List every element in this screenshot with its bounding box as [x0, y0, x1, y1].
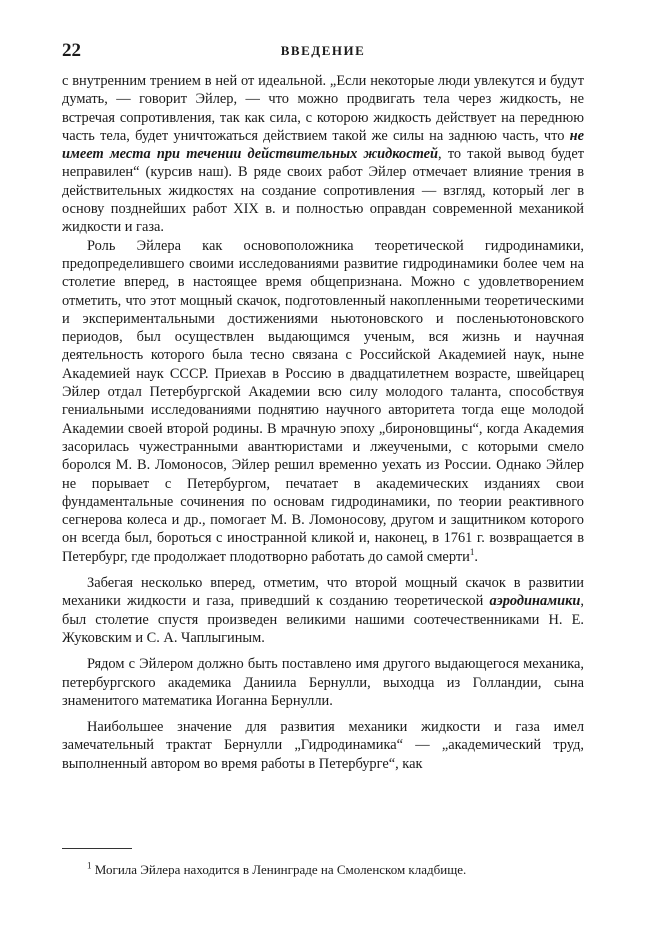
body-text: [62, 72, 584, 773]
paragraph-second-leap: Забегая несколько вперед, отметим, что второй мощный скачок в развитии механики жидкости и газа, приведший к созданию теоретической аэродинамики, был столетие спустя произведен великими нашими соотечественниками Н. Е. Жуковским и С. А. Чаплыгиным.: [62, 575, 584, 646]
footnote-rule: [62, 848, 132, 849]
footnote-text: Могила Эйлера находится в Ленинграде на Смоленском кладбище.: [94, 862, 467, 877]
paragraph-bernoulli: Рядом с Эйлером должно быть поставлено имя другого выдающегося механика, петербургского академика Даниила Бернулли, выходца из Голландии, сына знаменитого математика Иоганна Бернулли.: [62, 656, 584, 709]
paragraph-euler-role: Роль Эйлера как основоположника теоретической гидродинамики, предопределившего своими исследованиями развитие гидродинамики более чем на столетие вперед, в настоящее время общепризнана. Можно с удовлетворением отметить, что этот мощный скачок, подготовленный накопленными теоретическими и экспериментальными достижениями ньютоновского и посленьютоновского периодов, был осуществлен выдающимся ученым, вся жизнь и научная деятельность которого была тесно связана с Российской Академией наук, ныне Академией наук СССР. Приехав в Россию в двадцатилетнем возрасте, швейцарец Эйлер отдал Петербургской Академии всю силу молодого таланта, способствуя гениальными исследованиями поднятию научного авторитета тогда еще молодой Академии своей второй родины. В мрачную эпоху „бироновщины“, когда Академия засорилась чужестранными авантюристами и лжеучеными, с которыми смело боролся М. В. Ломоносов, Эйлер решил временно уехать из России. Однако Эйлер не порывает с Петербургом, печатает в академических изданиях свои фундаментальные сочинения по основам гидродинамики, по теории реактивного сегнерова колеса и др., помогает М. В. Ломоносову, другом и защитником которого он всегда был, бороться с иностранной кликой и, наконец, в 1761 г. возвращается в Петербург, где продолжает плодотворно работать до самой смерти$^1$.: [62, 237, 584, 565]
emphasized-text: аэродинамики: [489, 593, 581, 610]
page-header: [62, 40, 584, 64]
emphasized-text: не имеет места при течении действительных жидкостей: [62, 127, 584, 163]
paragraph-hydrodynamica: Наибольшее значение для развития механики жидкости и газа имел замечательный трактат Бернулли „Гидродинамика“ — „академический труд, выполненный автором во время работы в Петербурге“, как: [62, 719, 584, 772]
paragraph-continuation: с внутренним трением в ней от идеальной. „Если некоторые люди увлекутся и будут думать, — говорит Эйлер, — что можно продвигать тела через жидкость, не встречая сопротивления, так как сила, с которою жидкость действует на переднюю часть тела, будет уничтожаться действием такой же силы на заднюю часть, что не имеет места при течении действительных жидкостей, то такой вывод будет неправилен“ (курсив наш). В ряде своих работ Эйлер отмечает влияние трения в действительных жидкостях на создание сопротивления — взгляд, который лег в основу позднейших работ XIX в. и полностью оправдан современной механикой жидкости и газа.: [62, 73, 584, 236]
footnote: [62, 862, 584, 878]
page-number: 22: [62, 40, 81, 61]
footnote-marker: 1: [469, 546, 475, 557]
running-head: ВВЕДЕНИЕ: [280, 43, 366, 58]
footnote-number: 1: [87, 860, 92, 871]
